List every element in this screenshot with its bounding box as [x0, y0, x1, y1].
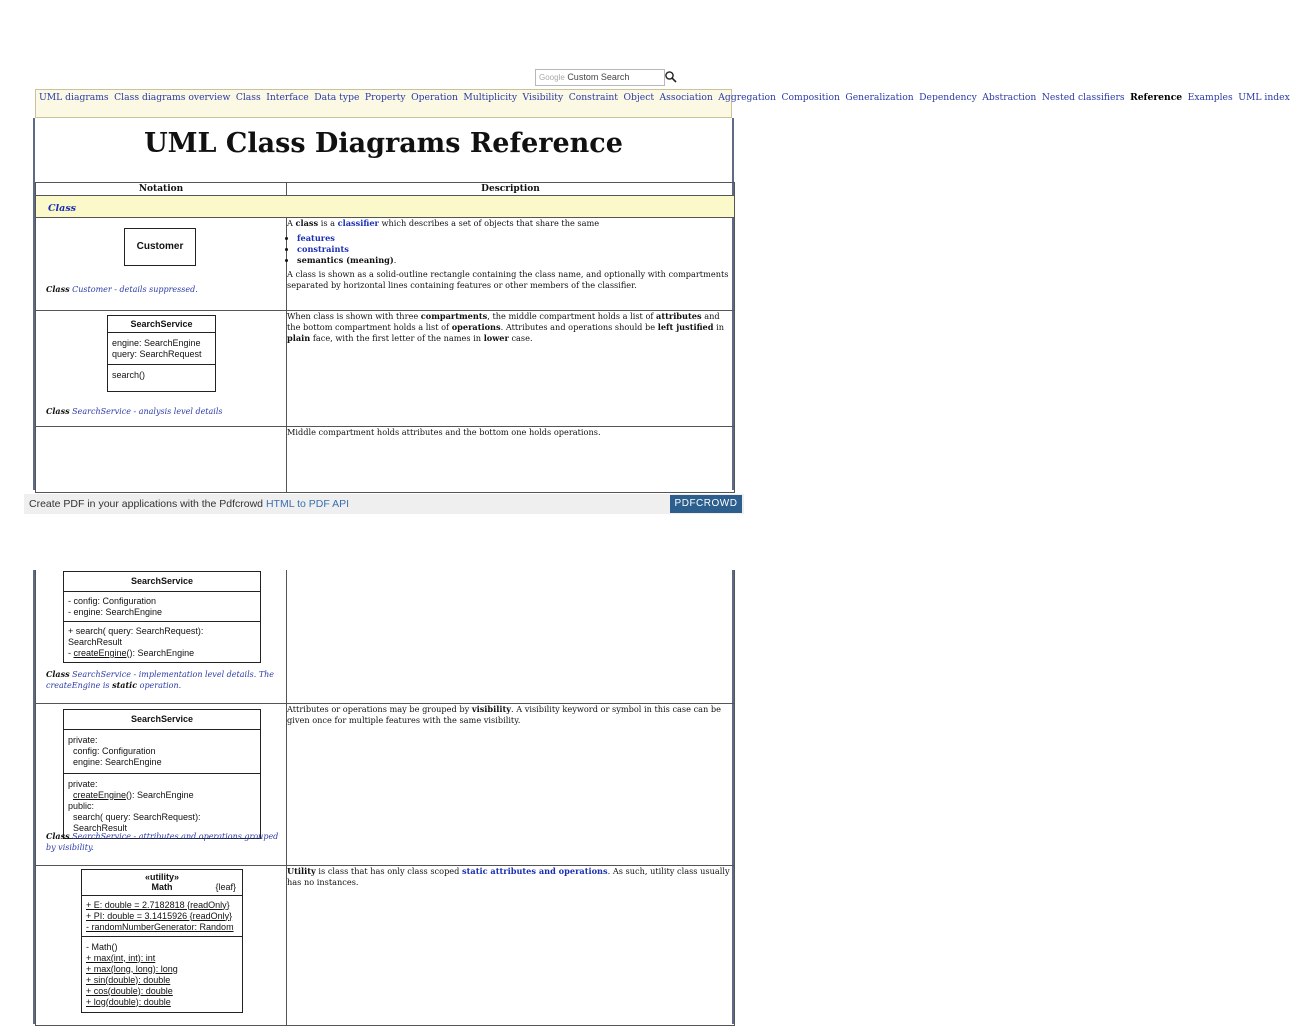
description-cell: A class is a classifier which describes a set of objects that share the same • features • constraints • semantics (meaning). A class is shown as a solid-outline rectangle containing the class name, and optionally with compartments separated by horizontal lines containing features or other members of the classifier.: [287, 218, 735, 311]
notation-cell: [36, 865, 287, 1025]
constraints-link[interactable]: constraints: [297, 244, 349, 254]
search-brand: Google: [539, 73, 565, 82]
uml-utility-class-box: «utility» Math {leaf} + E: double = 2.7182818 {readOnly} + PI: double = 3.1415926 {readOnly} - randomNumberGenerator: Random - Math() + max(int, int): int + max(long, long): long + sin(double): double + cos(double): double + log(double): double: [81, 869, 243, 1013]
nav-item-uml-diagrams[interactable]: UML diagrams: [39, 92, 109, 103]
notation-header: Notation: [36, 183, 287, 196]
description-header: Description: [287, 183, 735, 196]
classifier-link[interactable]: classifier: [337, 218, 379, 228]
bullet-list: • features • constraints • semantics (meaning).: [287, 233, 734, 266]
uml-class-box: SearchService private: config: Configuration engine: SearchEngine private: createEngine(): SearchEngine public: search( query: SearchRequest): SearchResult: [63, 709, 261, 839]
notation-cell: [36, 427, 287, 493]
nav-item-abstraction[interactable]: Abstraction: [982, 92, 1037, 103]
uml-class-box: SearchService engine: SearchEngine query: SearchRequest search(): [107, 315, 216, 392]
notation-cell: [36, 218, 287, 311]
nav-item-class-diagrams-overview[interactable]: Class diagrams overview: [114, 92, 231, 103]
features-link[interactable]: features: [297, 233, 335, 243]
reference-table-continued: [35, 570, 735, 1026]
section-title: Class: [48, 203, 77, 214]
nav-item-property[interactable]: Property: [364, 92, 406, 103]
search-input[interactable]: [535, 69, 665, 86]
caption: Class SearchService - attributes and operations grouped by visibility.: [46, 830, 279, 852]
nav-item-visibility[interactable]: Visibility: [522, 92, 564, 103]
caption: Class Customer - details suppressed.: [46, 284, 198, 294]
nav-item-dependency[interactable]: Dependency: [919, 92, 977, 103]
section-class-row: [36, 196, 735, 218]
nav-item-data-type[interactable]: Data type: [314, 92, 360, 103]
description-cell: [287, 570, 735, 703]
nav-item-interface[interactable]: Interface: [266, 92, 309, 103]
description-cell: Middle compartment holds attributes and the bottom one holds operations.: [287, 427, 735, 493]
caption: Class SearchService - implementation level details. The createEngine is static operation.: [46, 669, 275, 690]
nav-item-constraint[interactable]: Constraint: [568, 92, 618, 103]
description-cell: Utility is class that has only class scoped static attributes and operations. As such, utility class usually has no instances.: [287, 865, 735, 1025]
description-cell: When class is shown with three compartments, the middle compartment holds a list of attributes and the bottom compartment holds a list of operations. Attributes and operations should be left justified in plain face, with the first letter of the names in lower case.: [287, 311, 735, 427]
nav-item-reference[interactable]: Reference: [1130, 92, 1183, 103]
nav-item-nested-classifiers[interactable]: Nested classifiers: [1041, 92, 1125, 103]
notation-cell: [36, 311, 287, 427]
nav-item-uml-index[interactable]: UML index: [1238, 92, 1290, 103]
nav-item-aggregation[interactable]: Aggregation: [718, 92, 776, 103]
uml-class-box: SearchService - config: Configuration - engine: SearchEngine + search( query: SearchRequest): SearchResult - createEngine(): SearchEngine: [63, 571, 261, 663]
notation-cell: [36, 570, 287, 703]
caption: Class SearchService - analysis level details: [46, 406, 223, 416]
reference-table: [35, 182, 735, 493]
nav-bar: [35, 89, 1290, 118]
description-cell: Attributes or operations may be grouped by visibility. A visibility keyword or symbol in this case can be given once for multiple features with the same visibility.: [287, 703, 735, 865]
nav-item-multiplicity[interactable]: Multiplicity: [463, 92, 518, 103]
nav-item-class[interactable]: Class: [235, 92, 261, 103]
notation-cell: [36, 703, 287, 865]
nav-item-examples[interactable]: Examples: [1187, 92, 1233, 103]
pdfcrowd-text: Create PDF in your applications with the Pdfcrowd HTML to PDF API: [29, 498, 349, 510]
uml-class-box: Customer: [124, 228, 196, 266]
nav-item-association[interactable]: Association: [659, 92, 713, 103]
nav-item-generalization[interactable]: Generalization: [845, 92, 914, 103]
nav-item-operation[interactable]: Operation: [411, 92, 458, 103]
page-title: UML Class Diagrams Reference: [144, 128, 623, 159]
static-link[interactable]: static attributes and operations: [462, 865, 608, 876]
nav-item-object[interactable]: Object: [623, 92, 655, 103]
pdfcrowd-link[interactable]: HTML to PDF API: [265, 498, 349, 510]
search-placeholder: Custom Search: [567, 72, 630, 82]
search-icon[interactable]: [664, 70, 678, 84]
nav-item-composition[interactable]: Composition: [781, 92, 840, 103]
pdfcrowd-button[interactable]: PDFCROWD: [670, 495, 742, 513]
